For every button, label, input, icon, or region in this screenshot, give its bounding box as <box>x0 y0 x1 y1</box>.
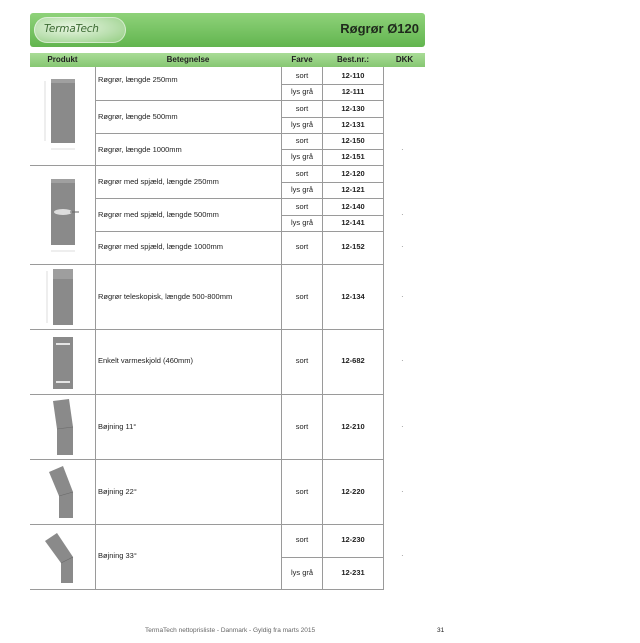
product-description: Røgrør med spjæld, længde 250mm <box>98 177 219 186</box>
column-header-product: Produkt <box>47 55 78 64</box>
order-number: 12-131 <box>341 120 365 129</box>
order-number: 12-220 <box>341 487 365 496</box>
page-title: Røgrør Ø120 <box>340 21 419 36</box>
color-value: sort <box>295 136 309 145</box>
order-number: 12-151 <box>341 152 365 161</box>
color-value: sort <box>295 202 309 211</box>
bend-11-image <box>33 397 93 459</box>
price-marker: · <box>401 487 404 496</box>
footer-text: TermaTech nettoprisliste - Danmark - Gyldig fra marts 2015 <box>145 627 316 634</box>
price-marker: · <box>401 292 404 301</box>
product-description: Røgrør med spjæld, længde 1000mm <box>98 242 224 251</box>
bend-33-image <box>33 527 93 589</box>
column-header-description: Betegnelse <box>166 55 210 64</box>
damper-pipe-image <box>33 175 93 257</box>
product-description: Røgrør, længde 500mm <box>98 112 178 121</box>
color-value: sort <box>295 292 309 301</box>
order-number: 12-141 <box>341 218 365 227</box>
color-value: lys grå <box>290 185 314 194</box>
product-description: Bøjning 22° <box>98 487 137 496</box>
product-description: Enkelt varmeskjold (460mm) <box>98 356 194 365</box>
order-number: 12-134 <box>341 292 365 301</box>
product-description: Røgrør med spjæld, længde 500mm <box>98 210 219 219</box>
product-description: Røgrør teleskopisk, længde 500-800mm <box>98 292 233 301</box>
column-header-price: DKK <box>395 55 414 64</box>
product-description: Bøjning 33° <box>98 551 137 560</box>
color-value: sort <box>295 242 309 251</box>
order-number: 12-110 <box>341 71 365 80</box>
order-number: 12-152 <box>341 242 365 251</box>
color-value: lys grå <box>290 120 314 129</box>
order-number: 12-230 <box>341 535 365 544</box>
heat-shield-image <box>33 335 93 391</box>
order-number: 12-231 <box>341 568 365 577</box>
product-description: Bøjning 11° <box>98 422 137 431</box>
color-value: lys grå <box>290 87 314 96</box>
order-number: 12-120 <box>341 169 365 178</box>
page-header <box>30 13 425 47</box>
order-number: 12-140 <box>341 202 365 211</box>
color-value: sort <box>295 535 309 544</box>
product-table <box>30 67 425 590</box>
order-number: 12-121 <box>341 185 365 194</box>
product-description: Røgrør, længde 250mm <box>98 75 178 84</box>
telescopic-pipe-image <box>33 267 93 327</box>
bend-22-image <box>33 462 93 524</box>
order-number: 12-130 <box>341 104 365 113</box>
order-number: 12-111 <box>341 87 365 96</box>
page-number: 31 <box>437 627 445 634</box>
column-header-color: Farve <box>291 55 313 64</box>
price-marker: · <box>401 422 404 431</box>
price-marker: · <box>401 242 404 251</box>
color-value: lys grå <box>290 218 314 227</box>
color-value: sort <box>295 356 309 365</box>
table-header <box>30 53 425 67</box>
order-number: 12-210 <box>341 422 365 431</box>
price-marker: · <box>401 145 404 154</box>
product-description: Røgrør, længde 1000mm <box>98 145 182 154</box>
price-marker: · <box>401 551 404 560</box>
color-value: sort <box>295 104 309 113</box>
color-value: lys grå <box>290 152 314 161</box>
color-value: sort <box>295 487 309 496</box>
price-marker: · <box>401 356 404 365</box>
color-value: sort <box>295 422 309 431</box>
straight-pipe-image <box>33 77 93 157</box>
price-marker: · <box>401 210 404 219</box>
column-header-order-number: Best.nr.: <box>336 55 369 64</box>
termatech-logo <box>34 17 126 43</box>
order-number: 12-150 <box>341 136 365 145</box>
logo-text: TermaTech <box>44 23 99 35</box>
color-value: lys grå <box>290 568 314 577</box>
color-value: sort <box>295 71 309 80</box>
order-number: 12-682 <box>341 356 365 365</box>
color-value: sort <box>295 169 309 178</box>
